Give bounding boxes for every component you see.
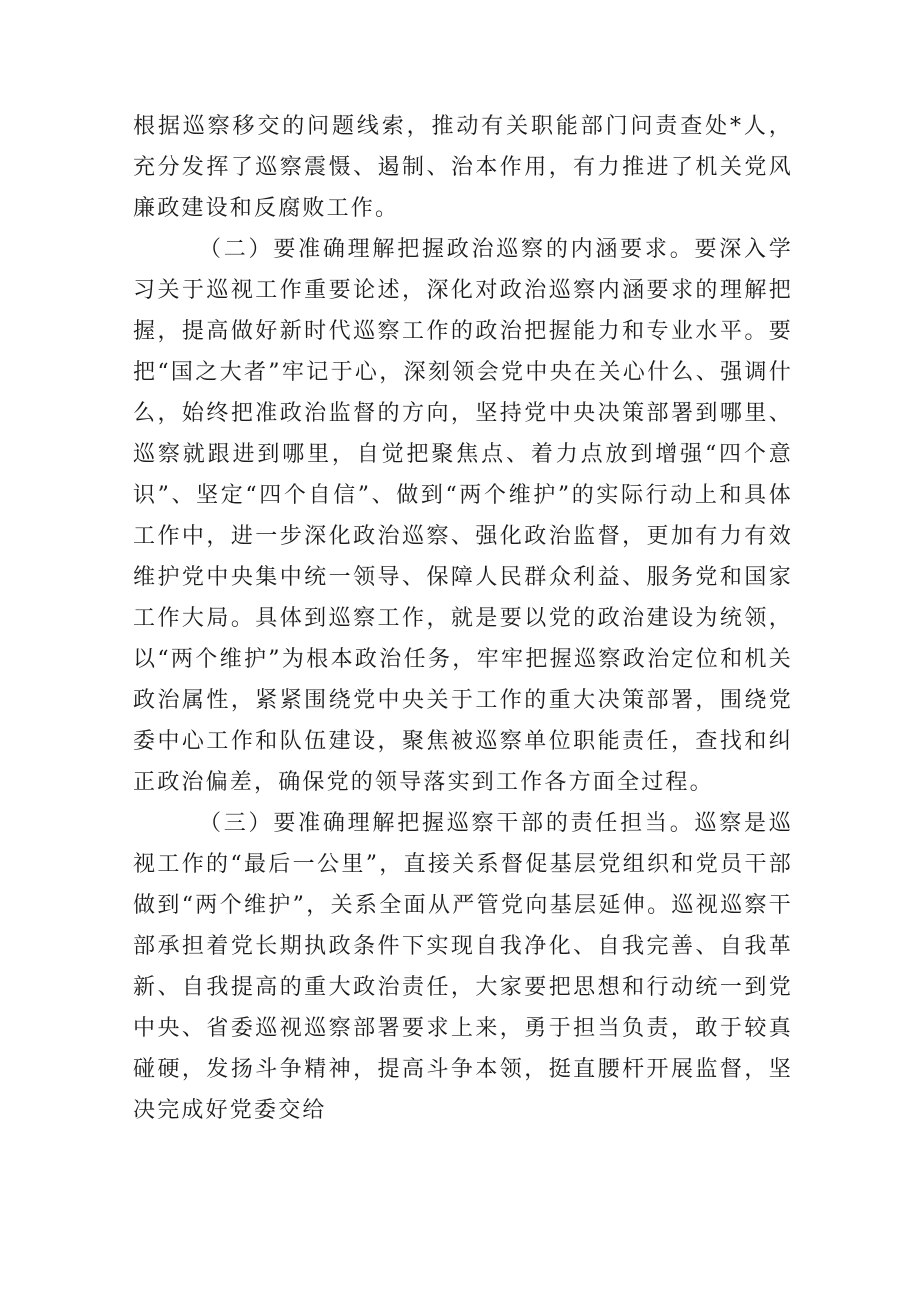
document-body <box>133 106 793 1131</box>
paragraph-section-two: （二）要准确理解把握政治巡察的内涵要求。要深入学习关于巡视工作重要论述，深化对政治巡察内涵要求的理解把握，提高做好新时代巡察工作的政治把握能力和专业水平。要把“国之大者”牢记于心，深刻领会党中央在关心什么、强调什么，始终把准政治监督的方向，坚持党中央决策部署到哪里、巡察就跟进到哪里，自觉把聚焦点、着力点放到增强“四个意识”、坚定“四个自信”、做到“两个维护”的实际行动上和具体工作中，进一步深化政治巡察、强化政治监督，更加有力有效维护党中央集中统一领导、保障人民群众利益、服务党和国家工作大局。具体到巡察工作，就是要以党的政治建设为统领，以“两个维护”为根本政治任务，牢牢把握巡察政治定位和机关政治属性，紧紧围绕党中央关于工作的重大决策部署，围绕党委中心工作和队伍建设，聚焦被巡察单位职能责任，查找和纠正政治偏差，确保党的领导落实到工作各方面全过程。 <box>133 237 793 795</box>
paragraph-continuation: 根据巡察移交的问题线索，推动有关职能部门问责查处*人，充分发挥了巡察震慑、遏制、治本作用，有力推进了机关党风廉政建设和反腐败工作。 <box>133 114 793 221</box>
paragraph-section-three: （三）要准确理解把握巡察干部的责任担当。巡察是巡视工作的“最后一公里”，直接关系督促基层党组织和党员干部做到“两个维护”，关系全面从严管党向基层延伸。巡视巡察干部承担着党长期执政条件下实现自我净化、自我完善、自我革新、自我提高的重大政治责任，大家要把思想和行动统一到党中央、省委巡视巡察部署要求上来，勇于担当负责，敢于较真碰硬，发扬斗争精神，提高斗争本领，挺直腰杆开展监督，坚决完成好党委交给 <box>133 811 793 1123</box>
